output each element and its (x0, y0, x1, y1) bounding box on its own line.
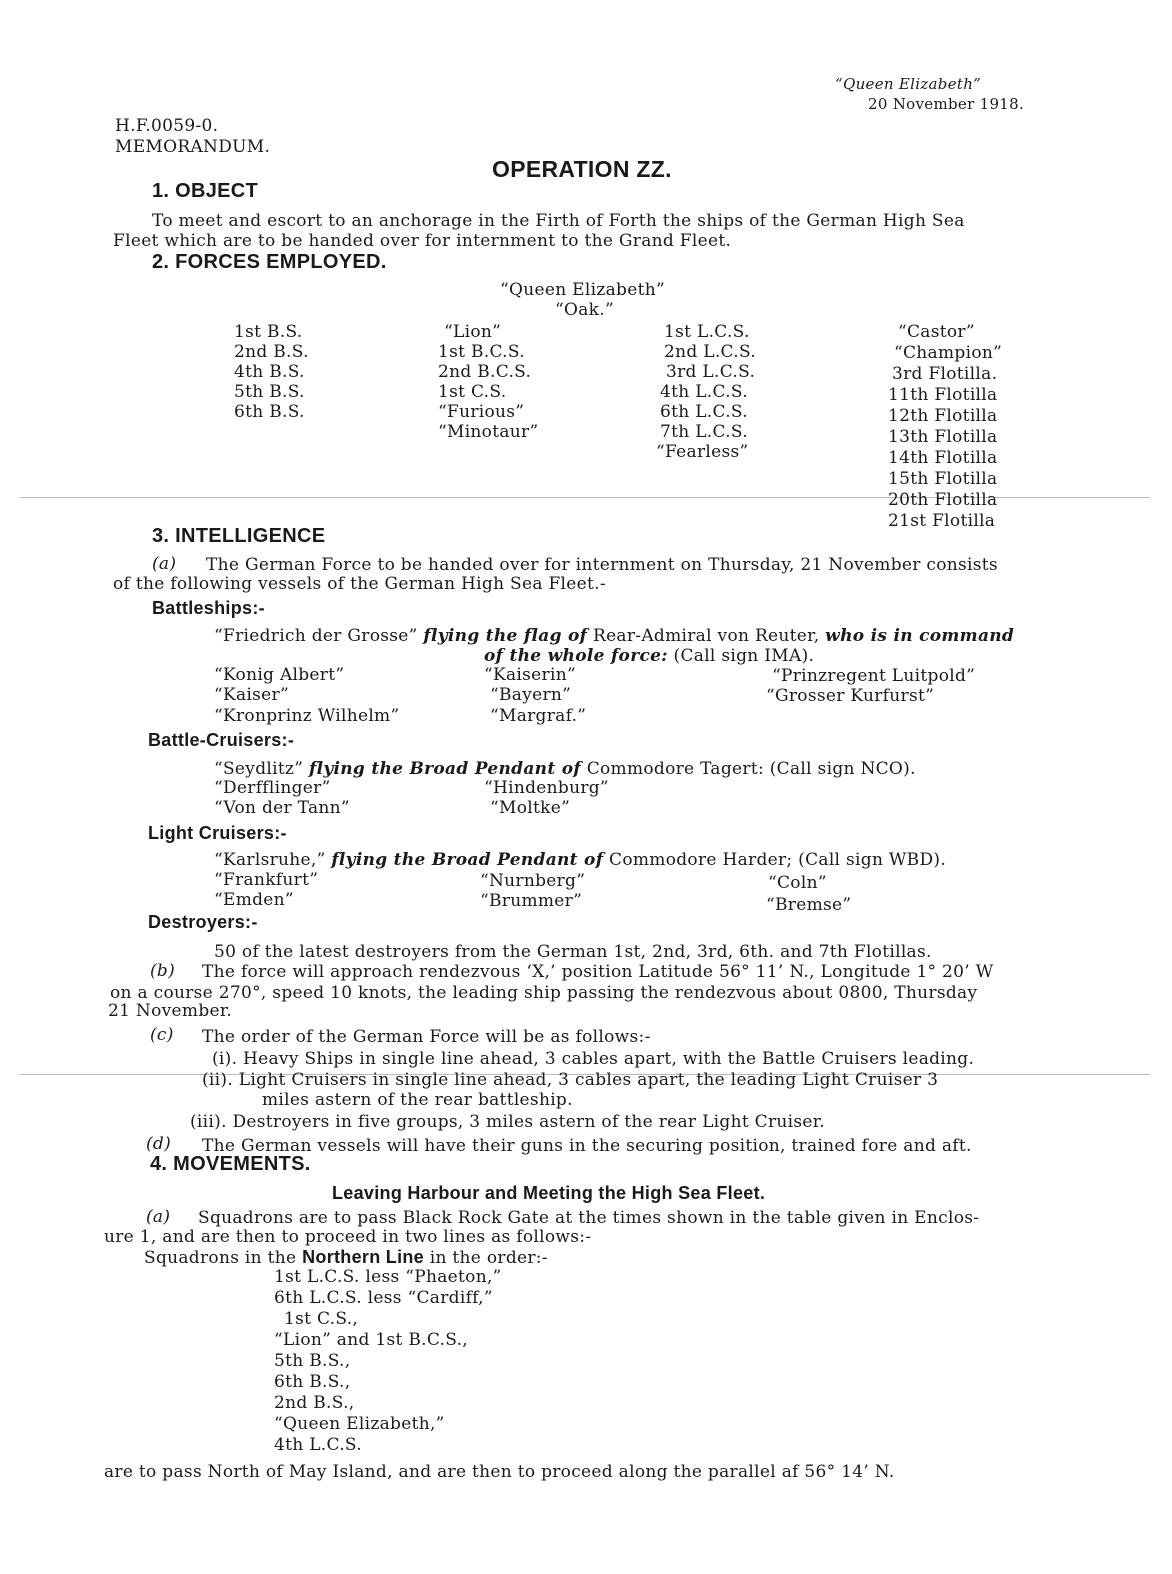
intel-d-line: The German vessels will have their guns in the securing position, trained fore and aft. (202, 1136, 972, 1156)
movements-heading: 4. MOVEMENTS. (150, 1153, 311, 1175)
lightcruisers-label: Light Cruisers:- (148, 823, 287, 843)
flagship-name: “Karlsruhe,” (214, 850, 326, 870)
list-item: 4th L.C.S. (274, 1435, 362, 1455)
list-item: “Coln” (768, 873, 827, 893)
intel-b-label: (b) (150, 961, 176, 981)
list-item: 3rd Flotilla. (892, 364, 998, 384)
call-sign: (Call sign IMA). (673, 646, 815, 666)
intelligence-heading: 3. INTELLIGENCE (152, 525, 326, 547)
list-item: “Bayern” (490, 685, 572, 705)
intel-d-label: (d) (146, 1134, 172, 1154)
forces-heading-text: 2. FORCES EMPLOYED. (152, 251, 387, 273)
list-item: “Grosser Kurfurst” (766, 686, 935, 706)
list-item: 2nd B.C.S. (438, 362, 532, 382)
intel-a-line-2: of the following vessels of the German High Sea Fleet.- (113, 574, 606, 594)
northern-line-post: in the order:- (429, 1248, 548, 1268)
intel-b-line-1: The force will approach rendezvous ‘X,’ position Latitude 56° 11’ N., Longitude 1° 20’ W (202, 962, 994, 982)
list-item: 1st C.S. (438, 382, 507, 402)
memorandum-label: MEMORANDUM. (115, 137, 271, 157)
list-item: 4th L.C.S. (660, 382, 748, 402)
list-item: 20th Flotilla (888, 490, 998, 510)
intel-b-line-2: on a course 270°, speed 10 knots, the leading ship passing the rendezvous about 0800, Thursday (110, 983, 978, 1003)
battleships-whole-force-line (484, 646, 814, 666)
list-item: “Brummer” (480, 891, 583, 911)
list-item: “Kronprinz Wilhelm” (214, 706, 400, 726)
list-item: 14th Flotilla (888, 448, 998, 468)
movements-subheading: Leaving Harbour and Meeting the High Sea Fleet. (332, 1183, 766, 1203)
command-phrase: who is in command (825, 626, 1015, 646)
battleships-flag-line (214, 626, 1014, 646)
list-item: 2nd B.S., (274, 1393, 355, 1413)
list-item: 5th B.S., (274, 1351, 351, 1371)
list-item: “Margraf.” (490, 706, 587, 726)
object-line-2: Fleet which are to be handed over for internment to the Grand Fleet. (113, 231, 732, 251)
list-item: 1st C.S., (284, 1309, 359, 1329)
movements-a-label: (a) (146, 1207, 171, 1227)
intel-c-i: (i). Heavy Ships in single line ahead, 3 cables apart, with the Battle Cruisers leading. (212, 1049, 975, 1069)
intel-c-line: The order of the German Force will be as follows:- (202, 1027, 651, 1047)
list-item: “Moltke” (490, 798, 571, 818)
list-item: “Queen Elizabeth,” (274, 1414, 445, 1434)
movements-final-line: are to pass North of May Island, and are then to proceed along the parallel af 56° 14’ N. (104, 1462, 895, 1482)
destroyers-line: 50 of the latest destroyers from the German 1st, 2nd, 3rd, 6th. and 7th Flotillas. (214, 942, 932, 962)
list-item: “Furious” (438, 402, 525, 422)
list-item: 21st Flotilla (888, 511, 996, 531)
list-item: 2nd B.S. (234, 342, 309, 362)
list-item: “Minotaur” (438, 422, 539, 442)
list-item: 1st L.C.S. (664, 322, 750, 342)
list-item: 1st B.C.S. (438, 342, 525, 362)
list-item: 13th Flotilla (888, 427, 998, 447)
list-item: “Von der Tann” (214, 798, 350, 818)
list-item: “Lion” (444, 322, 502, 342)
list-item: “Bremse” (766, 895, 852, 915)
list-item: “Derfflinger” (214, 778, 331, 798)
intel-b-line-3: 21 November. (108, 1001, 233, 1021)
list-item: “Lion” and 1st B.C.S., (274, 1330, 468, 1350)
list-item: “Hindenburg” (484, 778, 609, 798)
lightcruisers-flag-line (214, 850, 946, 870)
intel-c-label: (c) (150, 1025, 174, 1045)
list-item: 1st L.C.S. less “Phaeton,” (274, 1267, 502, 1287)
battleships-label: Battleships:- (152, 598, 265, 618)
movements-a-line-1: Squadrons are to pass Black Rock Gate at the times shown in the table given in Enclos- (198, 1208, 980, 1228)
flag-officer: Rear-Admiral von Reuter, (592, 626, 820, 646)
flagship-name: “Friedrich der Grosse” (214, 626, 418, 646)
whole-force-phrase: of the whole force: (484, 646, 668, 666)
flag-officer: Commodore Harder; (Call sign WBD). (609, 850, 947, 870)
forces-oak: “Oak.” (555, 300, 614, 320)
flag-phrase: flying the Broad Pendant of (308, 759, 581, 779)
object-line-1: To meet and escort to an anchorage in the Firth of Forth the ships of the German High Sea (152, 211, 965, 231)
list-item: 2nd L.C.S. (664, 342, 756, 362)
northern-line-pre: Squadrons in the (144, 1248, 297, 1268)
northern-line-intro (144, 1247, 548, 1268)
intel-c-iii: (iii). Destroyers in five groups, 3 miles astern of the rear Light Cruiser. (190, 1112, 826, 1132)
forces-flagship: “Queen Elizabeth” (500, 280, 665, 300)
flag-officer: Commodore Tagert: (Call sign NCO). (586, 759, 916, 779)
list-item: “Kaiserin” (484, 665, 576, 685)
list-item: 11th Flotilla (888, 385, 998, 405)
header-ship: “Queen Elizabeth” (835, 75, 982, 93)
list-item: 6th B.S., (274, 1372, 351, 1392)
list-item: 6th L.C.S. less “Cardiff,” (274, 1288, 493, 1308)
list-item: 1st B.S. (234, 322, 303, 342)
reference-number: H.F.0059-0. (115, 116, 219, 136)
page-title: OPERATION ZZ. (492, 156, 672, 182)
list-item: 3rd L.C.S. (666, 362, 756, 382)
intel-c-ii-line-2: miles astern of the rear battleship. (262, 1090, 573, 1110)
list-item: “Prinzregent Luitpold” (772, 666, 976, 686)
list-item: “Konig Albert” (214, 665, 345, 685)
intel-a-line-1: The German Force to be handed over for internment on Thursday, 21 November consists (206, 555, 998, 575)
list-item: “Kaiser” (214, 685, 289, 705)
list-item: “Champion” (894, 343, 1003, 363)
list-item: 7th L.C.S. (660, 422, 748, 442)
list-item: 12th Flotilla (888, 406, 998, 426)
list-item: “Castor” (898, 322, 975, 342)
list-item: 4th B.S. (234, 362, 305, 382)
northern-line-bold: Northern Line (302, 1247, 424, 1267)
flag-phrase: flying the Broad Pendant of (331, 850, 604, 870)
list-item: 6th B.S. (234, 402, 305, 422)
list-item: 15th Flotilla (888, 469, 998, 489)
list-item: 6th L.C.S. (660, 402, 748, 422)
flag-phrase: flying the flag of (423, 626, 588, 646)
list-item: 5th B.S. (234, 382, 305, 402)
intel-c-ii-line-1: (ii). Light Cruisers in single line ahead, 3 cables apart, the leading Light Cruiser 3 (202, 1070, 939, 1090)
intel-a-label: (a) (152, 554, 177, 574)
header-date: 20 November 1918. (868, 95, 1025, 113)
list-item: “Emden” (214, 890, 294, 910)
battlecruisers-label: Battle-Cruisers:- (148, 730, 295, 750)
destroyers-label: Destroyers:- (148, 912, 258, 932)
list-item: “Nurnberg” (480, 871, 586, 891)
list-item: “Frankfurt” (214, 870, 319, 890)
battlecruisers-flag-line (214, 759, 916, 779)
movements-a-line-2: ure 1, and are then to proceed in two lines as follows:- (104, 1227, 592, 1247)
list-item: “Fearless” (656, 442, 749, 462)
flagship-name: “Seydlitz” (214, 759, 304, 779)
object-heading: 1. OBJECT (152, 180, 259, 202)
